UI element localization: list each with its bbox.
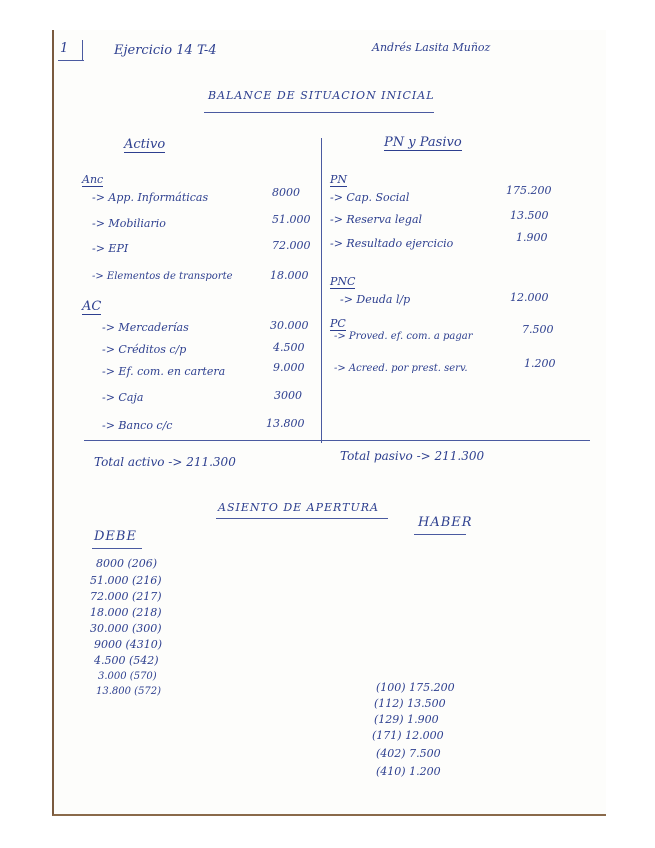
asiento-title-underline — [216, 518, 388, 519]
totals-separator — [84, 440, 590, 441]
debe-entry: 3.000 (570) — [98, 671, 157, 682]
asiento-title: ASIENTO DE APERTURA — [218, 501, 379, 514]
pasivo-item-value: 13.500 — [510, 209, 549, 222]
debe-entry: 8000 (206) — [96, 557, 158, 570]
anc-label: Anc — [82, 173, 104, 186]
activo-item-value: 3000 — [274, 389, 302, 402]
activo-item-label: -> Ef. com. en cartera — [102, 365, 226, 378]
author-name: Andrés Lasita Muñoz — [372, 41, 491, 54]
debe-entry: 4.500 (542) — [94, 654, 159, 667]
pasivo-heading: PN y Pasivo — [384, 135, 462, 150]
activo-item-value: 72.000 — [272, 239, 311, 252]
activo-item-label: -> EPI — [92, 242, 129, 255]
haber-entry: (410) 1.200 — [376, 765, 441, 778]
page-title: BALANCE DE SITUACION INICIAL — [208, 89, 435, 102]
pasivo-item-value: 1.900 — [516, 231, 548, 244]
vertical-divider — [321, 138, 322, 443]
activo-item-label: -> Caja — [102, 391, 144, 404]
activo-item-value: 51.000 — [272, 213, 311, 226]
pasivo-item-value: 12.000 — [510, 291, 549, 304]
pc-label: PC — [330, 317, 346, 330]
pasivo-item-label: -> Proved. ef. com. a pagar — [334, 331, 473, 342]
notebook-page — [52, 30, 606, 816]
haber-entry: (112) 13.500 — [374, 697, 446, 710]
debe-entry: 51.000 (216) — [90, 574, 162, 587]
activo-item-label: -> Banco c/c — [102, 419, 173, 432]
total-pasivo: Total pasivo -> 211.300 — [340, 449, 485, 463]
activo-item-label: -> App. Informáticas — [92, 191, 209, 204]
debe-entry: 18.000 (218) — [90, 606, 162, 619]
pnc-label: PNC — [330, 275, 356, 288]
page-number-underline — [58, 60, 84, 61]
activo-item-value: 30.000 — [270, 319, 309, 332]
pasivo-item-value: 1.200 — [524, 357, 556, 370]
haber-heading: HABER — [418, 515, 473, 530]
page-number-bracket — [82, 40, 83, 61]
pasivo-item-label: -> Cap. Social — [330, 191, 410, 204]
pn-label: PN — [330, 173, 348, 186]
activo-item-value: 9.000 — [273, 361, 305, 374]
activo-item-label: -> Elementos de transporte — [92, 271, 233, 282]
activo-item-value: 18.000 — [270, 269, 309, 282]
activo-item-label: -> Créditos c/p — [102, 343, 187, 356]
pasivo-item-label: -> Acreed. por prest. serv. — [334, 363, 468, 374]
pasivo-item-label: -> Reserva legal — [330, 213, 423, 226]
debe-entry: 9000 (4310) — [94, 638, 163, 651]
haber-entry: (402) 7.500 — [376, 747, 441, 760]
haber-underline — [414, 534, 466, 535]
debe-underline — [92, 548, 142, 549]
haber-entry: (129) 1.900 — [374, 713, 439, 726]
total-activo: Total activo -> 211.300 — [94, 455, 236, 469]
debe-entry: 30.000 (300) — [90, 622, 162, 635]
debe-entry: 72.000 (217) — [90, 590, 162, 603]
page-number: 1 — [60, 41, 69, 56]
activo-item-label: -> Mercaderías — [102, 321, 189, 334]
activo-item-value: 4.500 — [273, 341, 305, 354]
pasivo-item-value: 7.500 — [522, 323, 554, 336]
ac-label: AC — [82, 299, 102, 314]
haber-entry: (100) 175.200 — [376, 681, 455, 694]
haber-entry: (171) 12.000 — [372, 729, 444, 742]
activo-item-label: -> Mobiliario — [92, 217, 166, 230]
exercise-title: Ejercicio 14 T-4 — [114, 43, 217, 58]
title-underline — [204, 112, 434, 113]
pasivo-item-label: -> Deuda l/p — [340, 293, 411, 306]
activo-item-value: 13.800 — [266, 417, 305, 430]
pasivo-item-label: -> Resultado ejercicio — [330, 237, 454, 250]
debe-heading: DEBE — [94, 529, 137, 544]
activo-heading: Activo — [124, 137, 166, 152]
pasivo-item-value: 175.200 — [506, 184, 552, 197]
debe-entry: 13.800 (572) — [96, 686, 162, 697]
activo-item-value: 8000 — [272, 186, 300, 199]
